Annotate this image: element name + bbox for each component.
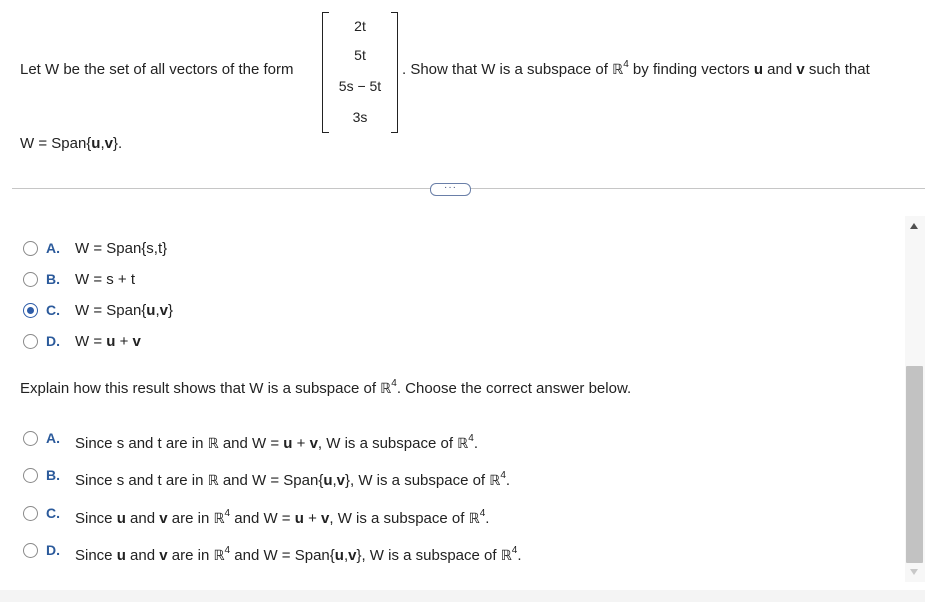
vector-v: v <box>321 510 330 527</box>
part1-option-c-text[interactable] <box>75 302 173 319</box>
text-fragment: + <box>292 435 310 452</box>
text-fragment: . <box>473 435 478 452</box>
option-letter: B. <box>46 467 60 483</box>
real-numbers-symbol: ℝ <box>468 511 480 527</box>
text-fragment: }. <box>112 135 123 152</box>
text-fragment: . <box>517 547 522 564</box>
text-fragment: Since <box>75 547 117 564</box>
text-fragment: W = Span{ <box>75 302 147 319</box>
text-fragment: and W = <box>230 510 295 527</box>
text-fragment: are in <box>167 547 214 564</box>
text-fragment: , <box>100 135 105 152</box>
real-numbers-symbol: ℝ <box>213 548 225 564</box>
part2-option-b-text[interactable] <box>75 472 510 489</box>
option-letter: B. <box>46 271 60 287</box>
real-numbers-symbol: ℝ <box>380 381 392 397</box>
text-fragment: Since s and t are in <box>75 435 208 452</box>
matrix-entry-1: 2t <box>354 18 366 34</box>
text-fragment: and W = Span{ <box>230 547 335 564</box>
radio-part1-c-selected[interactable] <box>23 303 38 318</box>
more-options-button[interactable]: ··· <box>430 183 471 196</box>
exponent: 4 <box>500 470 506 481</box>
text-fragment: + <box>115 333 133 350</box>
text-fragment: and <box>125 547 160 564</box>
text-fragment: , <box>155 302 160 319</box>
exponent: 4 <box>224 545 231 556</box>
scroll-up-arrow-icon[interactable] <box>910 223 918 229</box>
part2-option-c-text[interactable] <box>75 510 489 527</box>
matrix-entry-2: 5t <box>354 47 366 63</box>
text-fragment: . <box>485 510 490 527</box>
question-intro-text: Let W be the set of all vectors of the form <box>20 61 294 78</box>
real-numbers-symbol: ℝ <box>489 473 501 489</box>
question-continuation <box>402 61 870 78</box>
exponent: 4 <box>511 545 518 556</box>
text-fragment: and <box>763 61 797 78</box>
text-fragment: are in <box>167 510 214 527</box>
text-fragment: } <box>167 302 173 319</box>
text-fragment: . <box>505 472 511 489</box>
text-fragment: and <box>125 510 160 527</box>
scrollbar-thumb[interactable] <box>906 366 923 563</box>
text-fragment: Since <box>75 510 117 527</box>
vector-u: u <box>334 547 344 564</box>
real-numbers-symbol: ℝ <box>213 511 225 527</box>
vector-v: v <box>336 472 346 489</box>
radio-part1-b[interactable] <box>23 272 38 287</box>
question-intro <box>20 61 293 78</box>
vector-u: u <box>323 472 333 489</box>
part2-option-a-text[interactable] <box>75 435 478 452</box>
option-letter: A. <box>46 240 60 256</box>
vector-u: u <box>106 333 116 350</box>
vector-v: v <box>132 333 141 350</box>
vector-v: v <box>159 302 168 319</box>
part1-option-b-text[interactable]: W = s + t <box>75 271 136 288</box>
vector-u: u <box>146 302 156 319</box>
vector-v: v <box>796 61 805 78</box>
vector-u: u <box>753 61 763 78</box>
vector-u: u <box>116 510 126 527</box>
option-letter: C. <box>46 505 60 521</box>
option-letter: D. <box>46 333 60 349</box>
vector-matrix <box>322 12 398 131</box>
text-fragment: , W is a subspace of <box>329 510 469 527</box>
text-fragment: , <box>343 547 349 564</box>
radio-part1-a[interactable] <box>23 241 38 256</box>
vector-v: v <box>309 435 318 452</box>
text-fragment: }, W is a subspace of <box>345 472 490 489</box>
vector-u: u <box>283 435 293 452</box>
option-letter: C. <box>46 302 60 318</box>
text-fragment: W = <box>75 333 107 350</box>
exponent: 4 <box>224 508 231 519</box>
radio-part2-c[interactable] <box>23 506 38 521</box>
radio-part2-d[interactable] <box>23 543 38 558</box>
text-fragment: }, W is a subspace of <box>356 547 501 564</box>
exponent: 4 <box>468 433 474 444</box>
exponent: 4 <box>391 378 397 389</box>
question-line-2 <box>20 135 122 152</box>
part1-option-d-text[interactable] <box>75 333 141 350</box>
text-fragment: Explain how this result shows that W is a subspace of <box>20 380 381 397</box>
scroll-down-arrow-icon[interactable] <box>910 569 918 575</box>
text-fragment: Since s and t are in <box>75 472 208 489</box>
option-letter: A. <box>46 430 60 446</box>
text-fragment: W = Span{ <box>20 135 92 152</box>
vector-v: v <box>348 547 357 564</box>
matrix-entry-3: 5s − 5t <box>338 78 382 94</box>
text-fragment: . Choose the correct answer below. <box>396 380 632 397</box>
radio-part2-a[interactable] <box>23 431 38 446</box>
vector-v: v <box>159 547 168 564</box>
text-fragment: . Show that W is a subspace of <box>402 61 613 78</box>
vector-v: v <box>104 135 113 152</box>
vector-u: u <box>294 510 304 527</box>
text-fragment: , W is a subspace of <box>317 435 458 452</box>
vector-v: v <box>159 510 168 527</box>
exponent: 4 <box>623 59 629 70</box>
text-fragment: and W = <box>218 435 284 452</box>
radio-part1-d[interactable] <box>23 334 38 349</box>
bottom-strip <box>0 590 925 602</box>
real-numbers-symbol: ℝ <box>207 436 219 452</box>
matrix-entry-4: 3s <box>352 109 368 125</box>
real-numbers-symbol: ℝ <box>457 436 469 452</box>
vector-u: u <box>116 547 126 564</box>
text-fragment: such that <box>804 61 870 78</box>
real-numbers-symbol: ℝ <box>500 548 512 564</box>
part1-option-a-text[interactable]: W = Span{s,t} <box>75 240 168 257</box>
exponent: 4 <box>479 508 486 519</box>
part2-option-d-text[interactable] <box>75 547 522 564</box>
text-fragment: and W = Span{ <box>218 472 324 489</box>
radio-part2-b[interactable] <box>23 468 38 483</box>
vector-u: u <box>91 135 101 152</box>
real-numbers-symbol: ℝ <box>612 62 624 78</box>
text-fragment: + <box>303 510 322 527</box>
text-fragment: by finding vectors <box>628 61 754 78</box>
real-numbers-symbol: ℝ <box>207 473 219 489</box>
part2-prompt <box>20 380 631 397</box>
option-letter: D. <box>46 542 60 558</box>
text-fragment: , <box>332 472 337 489</box>
